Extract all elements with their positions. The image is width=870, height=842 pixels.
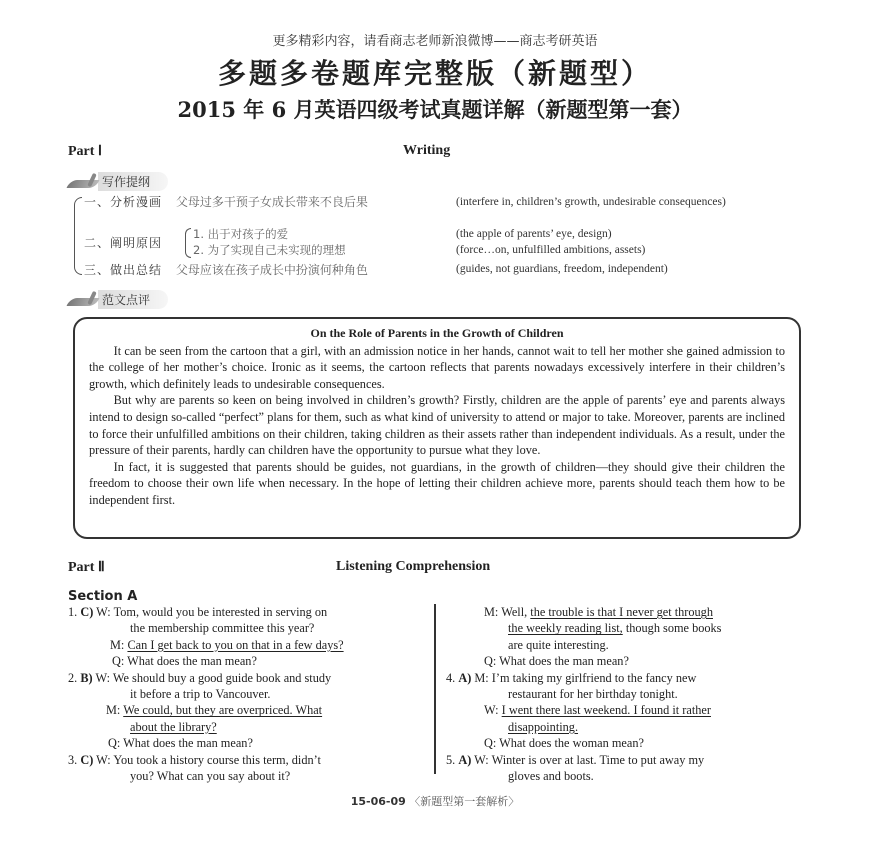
key-sentence: I went there last weekend. I found it rather: [501, 703, 711, 718]
page-code: 15-06-09: [350, 795, 406, 808]
outline-ribbon: [66, 172, 168, 190]
speaker-line: W: Winter is over at last. Time to put away my: [474, 752, 705, 767]
key-sentence-cont: about the library?: [130, 719, 217, 734]
speaker-tag: W:: [484, 703, 499, 718]
outline-tag: 写作提纲: [98, 172, 168, 191]
column-divider: [434, 604, 436, 774]
sample-ribbon: [66, 290, 168, 308]
section-heading: Section A: [68, 589, 138, 604]
question-number: 3.: [68, 752, 78, 767]
question-line: Q: What does the man mean?: [108, 736, 253, 751]
key-sentence: We could, but they are overpriced. What: [123, 703, 323, 718]
speaker-line: W: We should buy a good guide book and study: [95, 670, 332, 685]
dialogue-line: [446, 702, 806, 718]
part2-title: Listening Comprehension: [336, 559, 491, 574]
dialogue-line: [68, 604, 428, 620]
outline-head: 一、分析漫画: [84, 195, 163, 209]
key-sentence: the trouble is that I never get through: [530, 605, 713, 619]
outline-subitems: [193, 226, 346, 258]
speaker-line: M: I’m taking my girlfriend to the fancy new: [474, 670, 697, 685]
outline-item-1: [84, 193, 368, 210]
outline-head: 二、阐明原因: [84, 236, 163, 250]
question-number: 2.: [68, 670, 78, 685]
speaker-text: though some books: [622, 621, 722, 636]
footer-text: 〈新题型第一套解析〉: [409, 795, 520, 808]
question-number: 5.: [446, 752, 456, 767]
essay-paragraph: In fact, it is suggested that parents should be guides, not guardians, in the growth of children—they should give their children the freedom to choose their own life when necessary. In the hope of letting their children achieve more, parents should teach them how to be independent first.: [89, 459, 785, 507]
speaker-tag: M:: [106, 703, 121, 718]
part1-title: Writing: [403, 143, 451, 158]
document-subtitle: 2015 年 6 月英语四级考试真题详解（新题型第一套）: [177, 97, 693, 122]
essay-box: [73, 317, 801, 539]
essay-paragraph: But why are parents so keen on being involved in children’s growth? Firstly, children are the apple of parents’ eye and parents always intend to design so-called “perfect” plans for them, such as what kind of university to attend or major to take. Moreover, parents are inclined to force their unfulfilled ambitions on their children, taking children as their assets rather than independent individuals. As a result, under the pressure of their parents, hardly can children have the opportunity to pursue what they love.: [89, 393, 785, 458]
outline-en-1: (interfere in, children’s growth, undesirable consequences): [456, 196, 726, 208]
sub-brace: [185, 228, 191, 258]
quill-leaf-icon: [66, 173, 104, 189]
dialogue-line: [68, 702, 428, 718]
answer-key: A): [458, 752, 472, 767]
speaker-line-cont: gloves and boots.: [508, 769, 594, 784]
part1-label: Part Ⅰ: [68, 144, 103, 159]
answer-key: C): [80, 752, 94, 767]
question-number: 1.: [68, 605, 78, 619]
top-note: 更多精彩内容，请看商志老师新浪微博——商志考研英语: [272, 34, 598, 49]
speaker-line-cont: the membership committee this year?: [130, 621, 315, 636]
essay-title: On the Role of Parents in the Growth of Children: [310, 326, 564, 340]
part2-label: Part Ⅱ: [68, 560, 105, 575]
outline-subitem: 2. 为了实现自己未实现的理想: [193, 243, 346, 257]
key-sentence: Can I get back to you on that in a few days?: [127, 637, 344, 652]
speaker-line-cont: it before a trip to Vancouver.: [130, 687, 271, 702]
outline-subitem: 1. 出于对孩子的爱: [193, 227, 289, 241]
listening-right-column: [446, 604, 806, 784]
answer-key: C): [80, 605, 94, 619]
document-title: 多题多卷题库完整版（新题型）: [217, 57, 652, 90]
outline-head: 三、做出总结: [84, 263, 163, 277]
speaker-line: W: Tom, would you be interested in serving on: [96, 605, 328, 619]
page-footer: [0, 793, 870, 809]
key-sentence-cont: the weekly reading list,: [508, 621, 623, 636]
listening-left-column: [68, 604, 428, 784]
question-line: Q: What does the man mean?: [484, 654, 629, 669]
outline-en-2b: (force…on, unfulfilled ambitions, assets): [456, 244, 646, 256]
dialogue-line: [68, 752, 428, 768]
outline-cn: 父母过多干预子女成长带来不良后果: [175, 195, 368, 209]
speaker-text: Well,: [501, 605, 531, 619]
speaker-line-cont: you? What can you say about it?: [130, 769, 291, 784]
question-line: Q: What does the man mean?: [112, 654, 257, 669]
outline-en-2a: (the apple of parents’ eye, design): [456, 228, 612, 240]
answer-key: A): [458, 670, 472, 685]
dialogue-line: [68, 637, 428, 653]
outline-cn: 父母应该在孩子成长中扮演何种角色: [175, 263, 368, 277]
dialogue-line: [68, 670, 428, 686]
sample-tag: 范文点评: [98, 290, 168, 309]
outline-item-2: [84, 234, 162, 251]
speaker-line-cont: are quite interesting.: [508, 637, 609, 652]
speaker-line: W: You took a history course this term, didn’t: [96, 752, 321, 767]
dialogue-line: [446, 670, 806, 686]
question-number: 4.: [446, 670, 456, 685]
key-sentence-cont: disappointing.: [508, 719, 579, 734]
question-line: Q: What does the woman mean?: [484, 736, 644, 751]
quill-leaf-icon: [66, 291, 104, 307]
answer-key: B): [80, 670, 93, 685]
dialogue-line: [446, 752, 806, 768]
dialogue-line: [446, 719, 806, 735]
speaker-tag: M:: [110, 637, 125, 652]
dialogue-line: [446, 620, 806, 636]
speaker-tag: M:: [484, 605, 499, 619]
outline-en-3: (guides, not guardians, freedom, independent): [456, 263, 668, 275]
outline-brace: [74, 197, 82, 275]
outline-item-3: [84, 261, 368, 278]
essay-paragraph: It can be seen from the cartoon that a girl, with an admission notice in her hands, cannot wait to tell her mother she gained admission to the college of her mother’s choice. Ironic as it seems, the cartoon reflects that parents nowadays excessively interfere in their children’s growth, which definitely leads to undesirable consequences.: [89, 343, 785, 391]
dialogue-line: [446, 604, 806, 620]
dialogue-line: [68, 719, 428, 735]
speaker-line-cont: restaurant for her birthday tonight.: [508, 687, 678, 702]
